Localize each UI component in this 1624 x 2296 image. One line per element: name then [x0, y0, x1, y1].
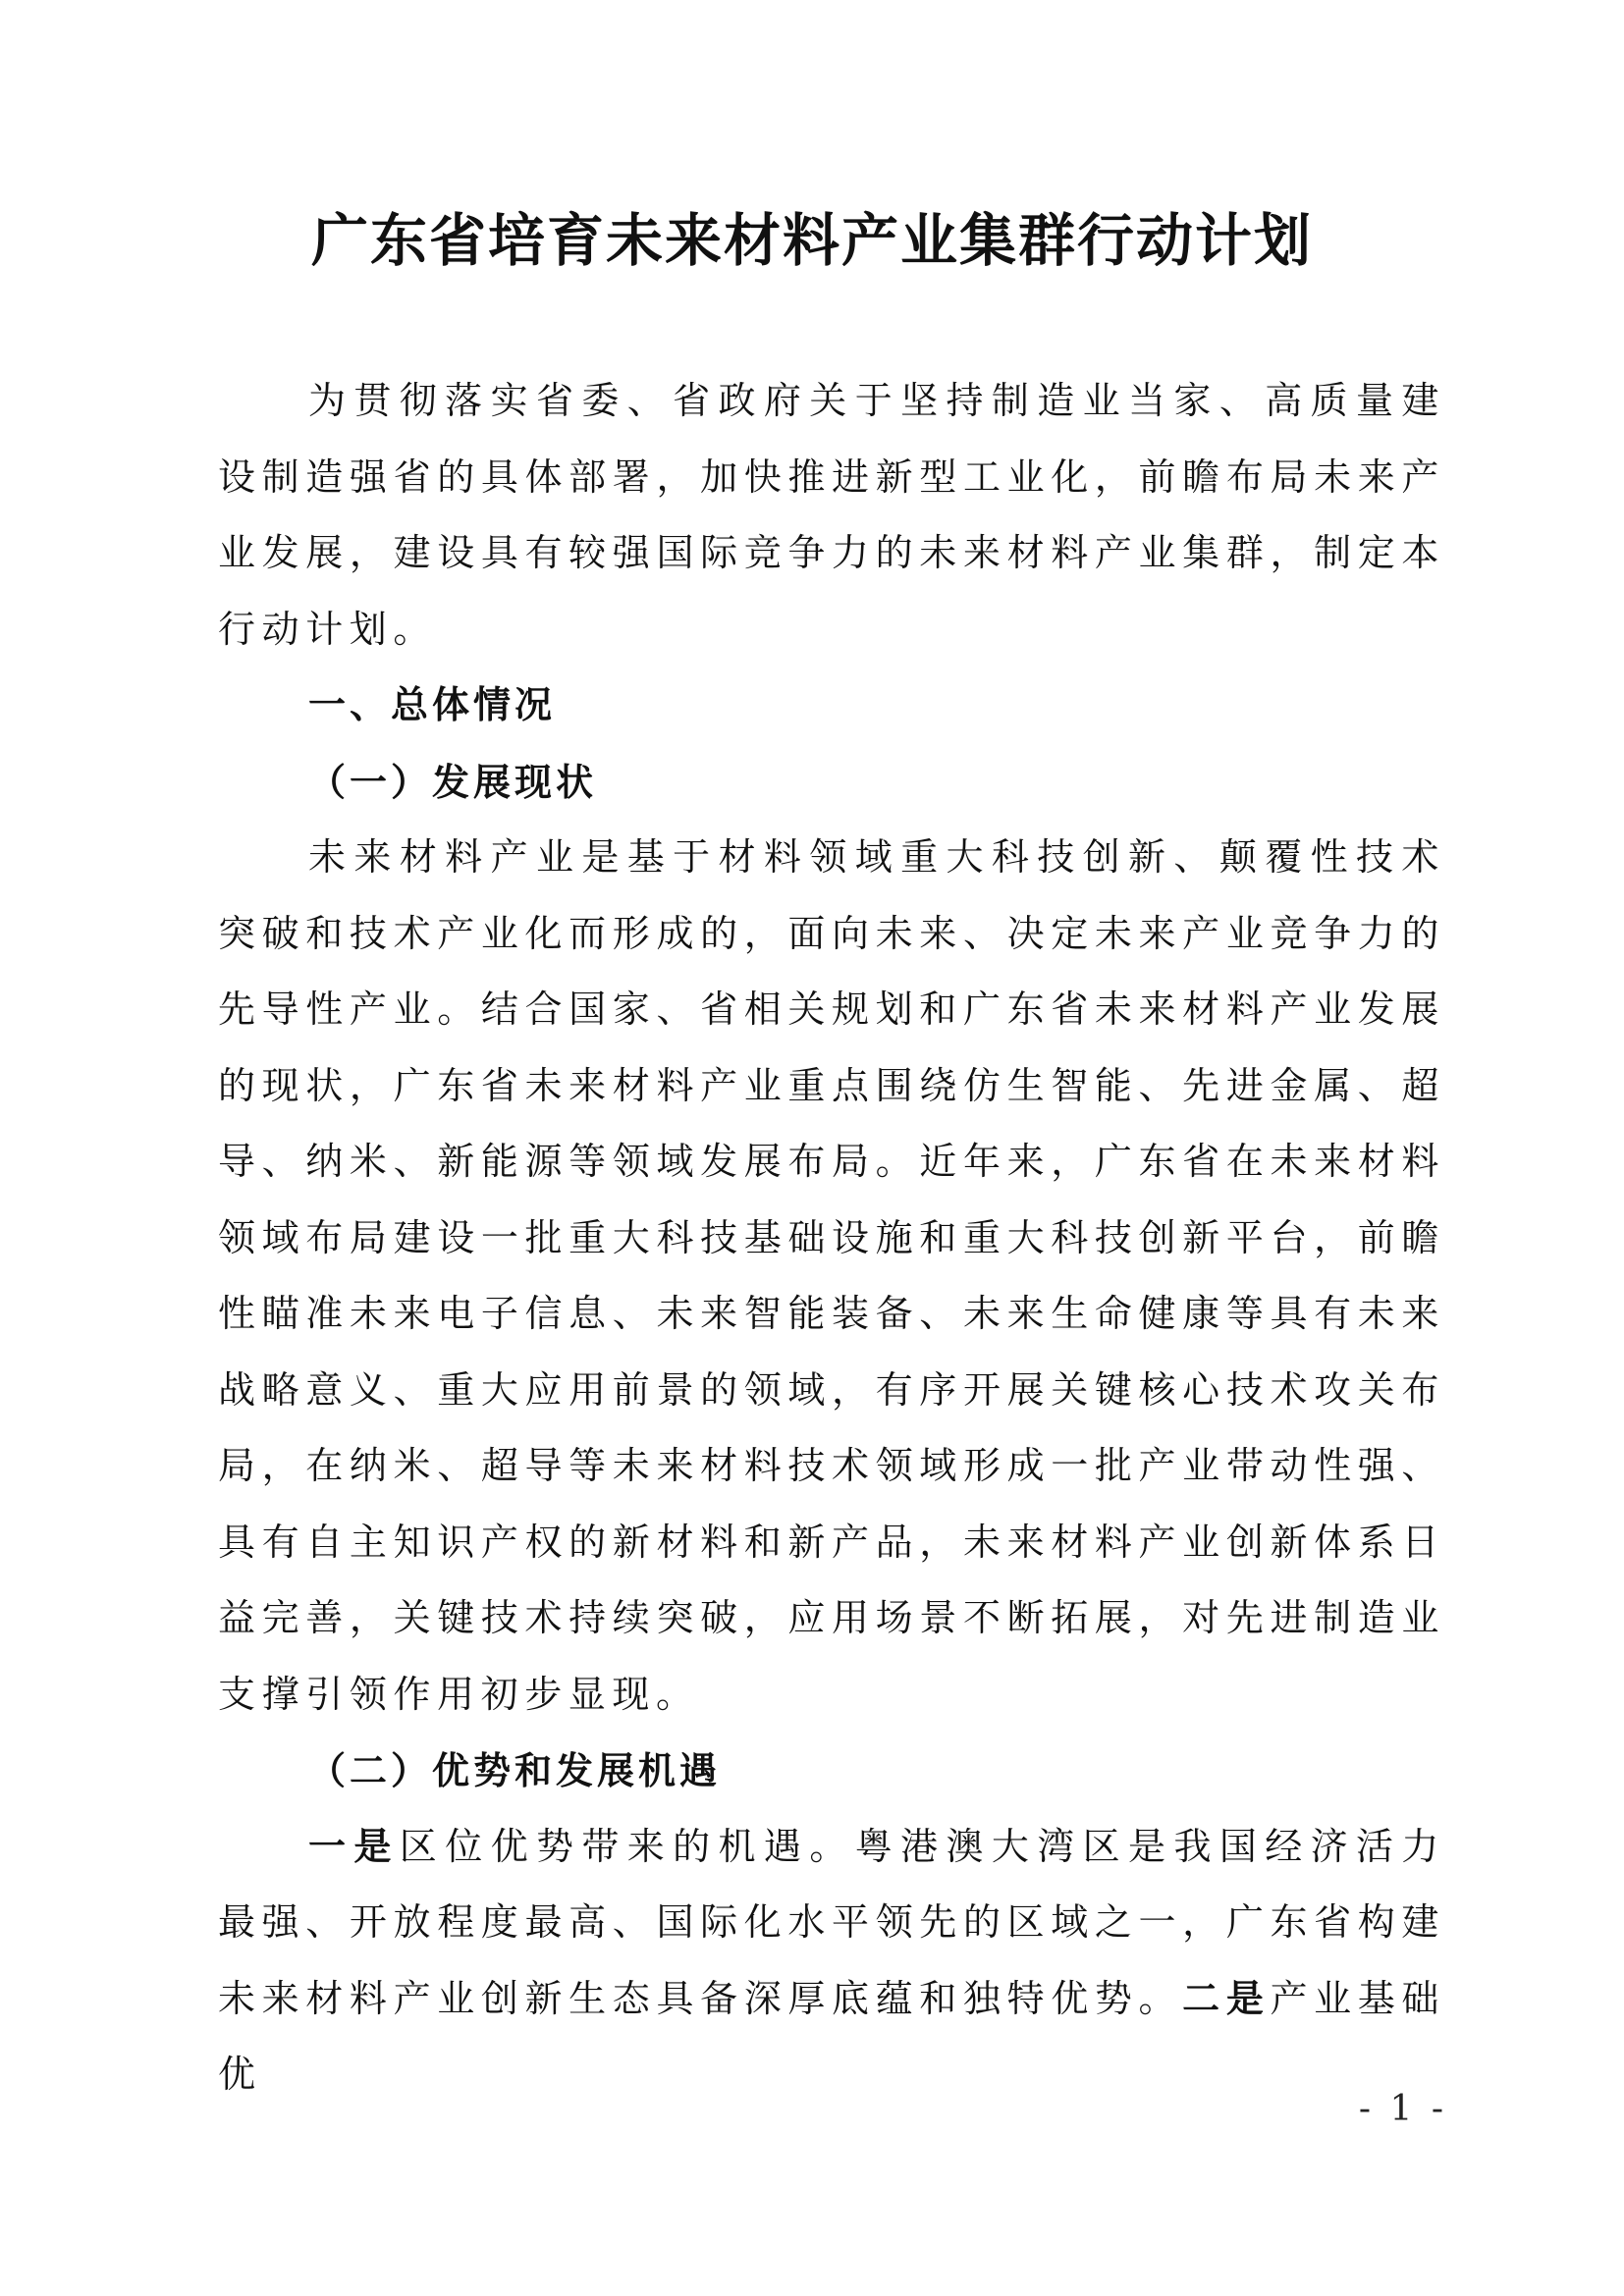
status-paragraph: 未来材料产业是基于材料领域重大科技创新、颠覆性技术突破和技术产业化而形成的，面向未来、决定未来产业竞争力的先导性产业。结合国家、省相关规划和广东省未来材料产业发展的现状，广东省未来材料产业重点围绕仿生智能、先进金属、超导、纳米、新能源等领域发展布局。近年来，广东省在未来材料领域布局建设一批重大科技基础设施和重大科技创新平台，前瞻性瞄准未来电子信息、未来智能装备、未来生命健康等具有未来战略意义、重大应用前景的领域，有序开展关键核心技术攻关布局，在纳米、超导等未来材料技术领域形成一批产业带动性强、具有自主知识产权的新材料和新产品，未来材料产业创新体系日益完善，关键技术持续突破，应用场景不断拓展，对先进制造业支撑引领作用初步显现。: [218, 835, 1445, 1716]
lead-first: 一是: [308, 1824, 400, 1868]
advantages-paragraph: [218, 1809, 1445, 2113]
subsection-heading-advantages: （二）优势和发展机遇: [308, 1748, 722, 1792]
section-heading-overview: 一、总体情况: [308, 683, 557, 726]
advantages-text-second: 产业基础优: [218, 1976, 1446, 2096]
intro-paragraph: 为贯彻落实省委、省政府关于坚持制造业当家、高质量建设制造强省的具体部署，加快推进新型工业化，前瞻布局未来产业发展，建设具有较强国际竞争力的未来材料产业集群，制定本行动计划。: [218, 379, 1445, 651]
advantages-text-first: 区位优势带来的机遇。粤港澳大湾区是我国经济活力最强、开放程度最高、国际化水平领先的区域之一，广东省构建未来材料产业创新生态具备深厚底蕴和独特优势。: [218, 1824, 1446, 2020]
document-body: [218, 363, 1445, 2113]
page-number: - 1 -: [1358, 2089, 1447, 2129]
subsection-heading-status: （一）发展现状: [308, 759, 598, 804]
lead-second: 二是: [1182, 1976, 1271, 2020]
document-title: 广东省培育未来材料产业集群行动计划: [310, 207, 1313, 274]
